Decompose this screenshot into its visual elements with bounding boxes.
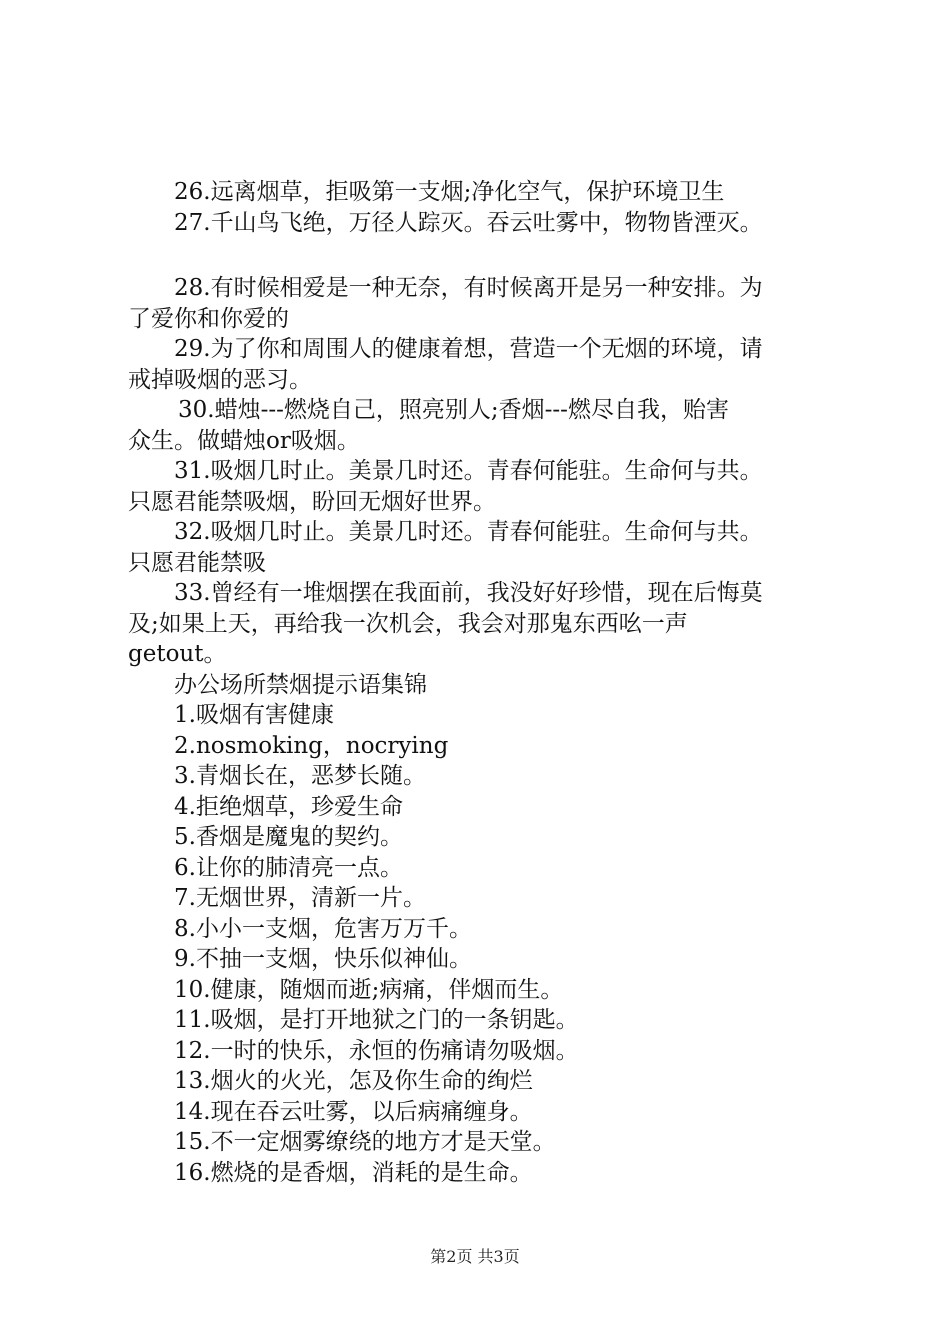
list-item: 2.nosmoking，nocrying [174,732,449,759]
list-item: 11.吸烟，是打开地狱之门的一条钥匙。 [174,1007,579,1033]
paragraph-line: 30.蜡烛---燃烧自己，照亮别人;香烟---燃尽自我，贻害 [178,397,729,423]
paragraph-line: 众生。做蜡烛or吸烟。 [128,427,360,454]
blank-line [128,238,833,273]
paragraph-line: 及;如果上天，再给我一次机会，我会对那鬼东西吆一声 [128,610,688,637]
section-title-text: 办公场所禁烟提示语集锦 [174,671,427,698]
list-item: 13.烟火的火光，怎及你生命的绚烂 [174,1068,533,1094]
paragraph-line: getout。 [128,641,227,667]
section-title [128,670,833,701]
paragraph-32 [128,517,833,578]
paragraph-line: 戒掉吸烟的恶习。 [128,366,312,393]
paragraph-line: 了爱你和你爱的 [128,305,289,332]
paragraph-line: 29.为了你和周围人的健康着想，营造一个无烟的环境，请 [174,336,763,362]
list-item: 7.无烟世界，清新一片。 [174,885,426,911]
list-item: 9.不抽一支烟，快乐似神仙。 [174,946,472,972]
list-item: 10.健康，随烟而逝;病痛，伴烟而生。 [174,976,564,1003]
paragraph-28 [128,273,833,334]
list-item: 1.吸烟有害健康 [174,702,334,728]
paragraph-26 [128,177,833,208]
list-item: 8.小小一支烟，危害万万千。 [174,915,472,942]
paragraph-line: 27.千山鸟飞绝，万径人踪灭。吞云吐雾中，物物皆湮灭。 [174,209,763,236]
list-item: 15.不一定烟雾缭绕的地方才是天堂。 [174,1129,556,1155]
paragraph-line: 32.吸烟几时止。美景几时还。青春何能驻。生命何与共。 [174,519,763,545]
paragraph-line: 31.吸烟几时止。美景几时还。青春何能驻。生命何与共。 [174,458,763,484]
document-body [128,177,833,1188]
paragraph-line: 只愿君能禁吸烟，盼回无烟好世界。 [128,488,496,515]
list-item: 3.青烟长在，恶梦长随。 [174,763,426,789]
paragraph-30 [128,395,833,456]
paragraph-31 [128,456,833,517]
page-footer: 第2页 共3页 [430,1247,520,1266]
paragraph-line: 33.曾经有一堆烟摆在我面前，我没好好珍惜，现在后悔莫 [174,580,763,606]
paragraph-27 [128,208,833,239]
list-item: 12.一时的快乐，永恒的伤痛请勿吸烟。 [174,1037,579,1064]
slogan-list [128,700,833,1188]
list-item: 4.拒绝烟草，珍爱生命 [174,793,403,820]
list-item: 14.现在吞云吐雾，以后病痛缠身。 [174,1098,533,1125]
list-item: 6.让你的肺清亮一点。 [174,854,403,881]
paragraph-33 [128,578,833,670]
paragraph-line: 26.远离烟草，拒吸第一支烟;净化空气，保护环境卫生 [174,179,725,205]
list-item: 5.香烟是魔鬼的契约。 [174,824,403,850]
list-item: 16.燃烧的是香烟，消耗的是生命。 [174,1159,533,1186]
paragraph-line: 28.有时候相爱是一种无奈，有时候离开是另一种安排。为 [174,275,763,301]
paragraph-29 [128,334,833,395]
paragraph-line: 只愿君能禁吸 [128,549,266,576]
